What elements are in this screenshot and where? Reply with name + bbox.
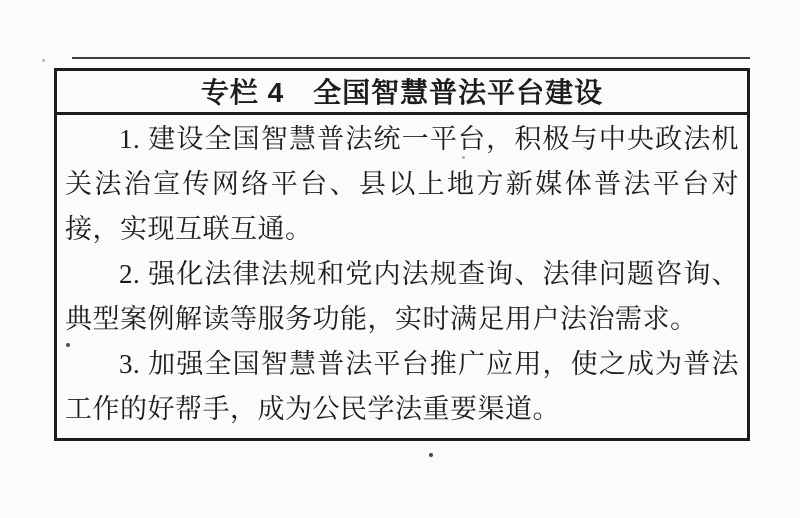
paragraph-2: 2. 强化法律法规和党内法规查询、法律问题咨询、典型案例解读等服务功能，实时满足用户法治需求。 (65, 259, 739, 334)
scan-speck (462, 156, 465, 159)
paragraph-3: 3. 加强全国智慧普法平台推广应用，使之成为普法工作的好帮手，成为公民学法重要渠道。 (65, 349, 739, 424)
paragraph-1: 1. 建设全国智慧普法统一平台，积极与中央政法机关法治宣传网络平台、县以上地方新媒体普法平台对接，实现互联互通。 (65, 124, 739, 244)
callout-box-title: 专栏 4 全国智慧普法平台建设 (57, 71, 747, 115)
scan-double-rule (72, 57, 750, 59)
scan-speck (429, 453, 433, 457)
scan-speck (42, 59, 45, 62)
callout-box-body (57, 115, 747, 432)
scan-speck (66, 343, 70, 347)
callout-box (54, 68, 750, 441)
